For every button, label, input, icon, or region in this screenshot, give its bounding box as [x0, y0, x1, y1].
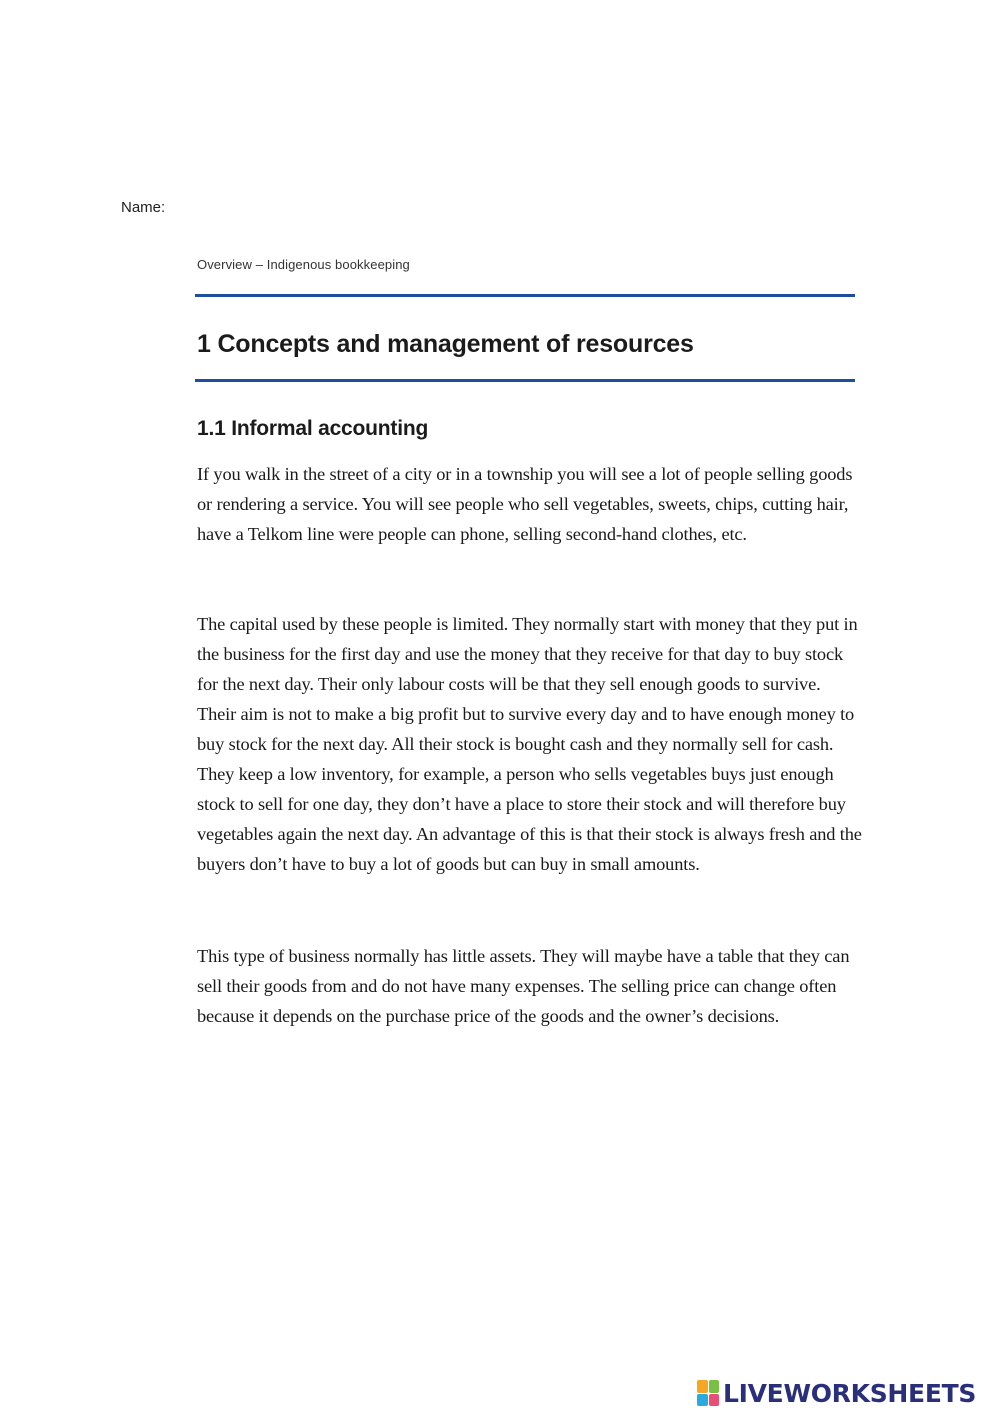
- name-label: Name:: [121, 199, 166, 216]
- liveworksheets-logo-icon: [697, 1380, 719, 1406]
- paragraph-2: The capital used by these people is limited. They normally start with money that they put in the business for the first day and use the money that they receive for that day to buy stock for the next day. Their only labour costs will be that they sell enough goods to survive. Their aim is not to make a big profit but to survive every day and to have enough money to buy stock for the next day. All their stock is bought cash and they normally sell for cash. They keep a low inventory, for example, a person who sells vegetables buys just enough stock to sell for one day, they don’t have a place to store their stock and will therefore buy vegetables again the next day. An advantage of this is that their stock is always fresh and the buyers don’t have to buy a lot of goods but can buy in small amounts.: [197, 614, 862, 874]
- paragraph-1: If you walk in the street of a city or in a township you will see a lot of people selling goods or rendering a service. You will see people who sell vegetables, sweets, chips, cutting hair, have a Telkom line were people can phone, selling second-hand clothes, etc.: [197, 464, 853, 544]
- liveworksheets-logo: [697, 1376, 976, 1410]
- title-rule-bottom: [195, 379, 855, 382]
- logo-tile-3: [697, 1394, 708, 1407]
- section-title: 1.1 Informal accounting: [197, 417, 429, 440]
- logo-tile-4: [709, 1394, 720, 1407]
- paragraph-3: This type of business normally has little assets. They will maybe have a table that they can sell their goods from and do not have many expenses. The selling price can change often because it depends on the purchase price of the goods and the owner’s decisions.: [197, 946, 850, 1026]
- logo-tile-2: [709, 1380, 720, 1393]
- title-rule-top: [195, 294, 855, 297]
- logo-text: LIVEWORKSHEETS: [723, 1378, 977, 1408]
- running-header: Overview – Indigenous bookkeeping: [197, 257, 410, 272]
- logo-tile-1: [697, 1380, 708, 1393]
- chapter-title: 1 Concepts and management of resources: [197, 330, 694, 358]
